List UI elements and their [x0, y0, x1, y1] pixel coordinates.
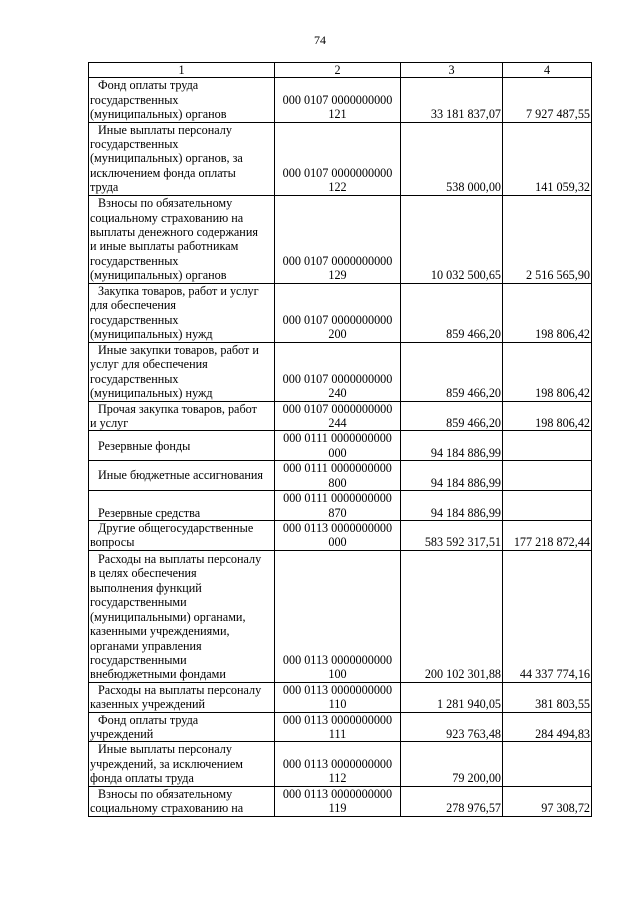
row-description: Взносы по обязательному социальному страхованию на выплаты денежного содержания и иные выплаты работникам государственных (муниципальных) органов: [90, 196, 258, 283]
row-value-col4: 7 927 487,55: [526, 107, 590, 122]
table-row: [89, 786, 592, 816]
column-header: 3: [401, 63, 503, 78]
table-row: [89, 283, 592, 342]
row-code: 000 0107 0000000000 121: [282, 92, 393, 122]
row-value-col4: 2 516 565,90: [526, 268, 590, 283]
row-value-col4: 44 337 774,16: [519, 667, 590, 682]
row-value-col3: 79 200,00: [452, 771, 501, 786]
row-code: 000 0107 0000000000 200: [282, 312, 393, 342]
row-value-col4: 284 494,83: [535, 726, 590, 741]
row-value-col3: 583 592 317,51: [424, 535, 501, 550]
table-row: [89, 491, 592, 521]
table-row: [89, 461, 592, 491]
row-value-col4: 177 218 872,44: [513, 535, 590, 550]
row-code: 000 0113 0000000000 111: [282, 712, 393, 741]
row-code: 000 0113 0000000000 000: [282, 520, 393, 550]
row-value-col3: 923 763,48: [446, 726, 501, 741]
column-header: 4: [503, 63, 592, 78]
row-value-col3: 278 976,57: [446, 801, 501, 816]
row-value-col3: 33 181 837,07: [430, 107, 501, 122]
row-value-col4: 381 803,55: [535, 697, 590, 712]
row-value-col4: 141 059,32: [535, 180, 590, 195]
budget-table: [88, 62, 592, 817]
table-row: [89, 682, 592, 712]
table-row: [89, 712, 592, 742]
row-description: Иные выплаты персоналу учреждений, за исключением фонда оплаты труда: [90, 742, 243, 786]
table-row: [89, 122, 592, 195]
row-code: 000 0107 0000000000 122: [282, 165, 393, 195]
table-row: [89, 431, 592, 461]
row-description: Другие общегосударственные вопросы: [90, 520, 254, 550]
row-value-col3: 859 466,20: [446, 327, 501, 342]
row-code: 000 0111 0000000000 000: [283, 431, 392, 460]
table-row: [89, 742, 592, 786]
row-code: 000 0113 0000000000 110: [282, 682, 393, 712]
row-code: 000 0107 0000000000 240: [282, 371, 393, 401]
column-header: 1: [89, 63, 275, 78]
table-header-row: [89, 63, 592, 78]
row-value-col3: 859 466,20: [446, 416, 501, 431]
row-code: 000 0113 0000000000 100: [282, 652, 393, 682]
table-row: [89, 550, 592, 682]
row-code: 000 0111 0000000000 800: [283, 461, 392, 490]
row-description: Резервные средства: [98, 505, 201, 520]
table-row: [89, 520, 592, 550]
row-description: Расходы на выплаты персоналу казенных учреждений: [90, 682, 262, 712]
row-description: Иные бюджетные ассигнования: [98, 468, 264, 483]
row-value-col4: 97 308,72: [541, 801, 590, 816]
table-row: [89, 195, 592, 283]
row-description: Прочая закупка товаров, работ и услуг: [90, 401, 257, 431]
row-description: Взносы по обязательному социальному страхованию на: [90, 786, 244, 816]
row-value-col3: 859 466,20: [446, 386, 501, 401]
row-description: Иные выплаты персоналу государственных (муниципальных) органов, за исключением фонда оплаты труда: [90, 122, 243, 195]
row-value-col3: 94 184 886,99: [430, 505, 501, 520]
row-description: Закупка товаров, работ и услуг для обеспечения государственных (муниципальных) нужд: [90, 284, 259, 342]
row-value-col3: 94 184 886,99: [430, 445, 501, 460]
row-value-col4: 198 806,42: [535, 386, 590, 401]
row-value-col3: 10 032 500,65: [430, 268, 501, 283]
row-value-col3: 1 281 940,05: [437, 697, 501, 712]
page-number: 74: [314, 33, 326, 47]
table-row: [89, 401, 592, 431]
row-description: Расходы на выплаты персоналу в целях обеспечения выполнения функций государственными (муниципальными) органами, казенными учреждениями, органами управления государственными внебюджетными фондами: [90, 552, 262, 682]
row-code: 000 0111 0000000000 870: [283, 491, 392, 520]
row-description: Резервные фонды: [98, 438, 191, 453]
row-code: 000 0107 0000000000 244: [282, 401, 393, 431]
row-code: 000 0107 0000000000 129: [282, 253, 393, 283]
row-description: Иные закупки товаров, работ и услуг для обеспечения государственных (муниципальных) нужд: [90, 343, 259, 401]
row-value-col3: 94 184 886,99: [430, 475, 501, 490]
table-row: [89, 342, 592, 401]
column-header: 2: [275, 63, 401, 78]
row-code: 000 0113 0000000000 119: [282, 786, 393, 816]
row-value-col4: 198 806,42: [535, 416, 590, 431]
table-row: [89, 78, 592, 122]
row-code: 000 0113 0000000000 112: [282, 756, 393, 786]
row-description: Фонд оплаты труда учреждений: [90, 712, 199, 741]
row-description: Фонд оплаты труда государственных (муниципальных) органов: [90, 78, 227, 122]
row-value-col4: 198 806,42: [535, 327, 590, 342]
row-value-col3: 538 000,00: [446, 180, 501, 195]
row-value-col3: 200 102 301,88: [424, 667, 501, 682]
